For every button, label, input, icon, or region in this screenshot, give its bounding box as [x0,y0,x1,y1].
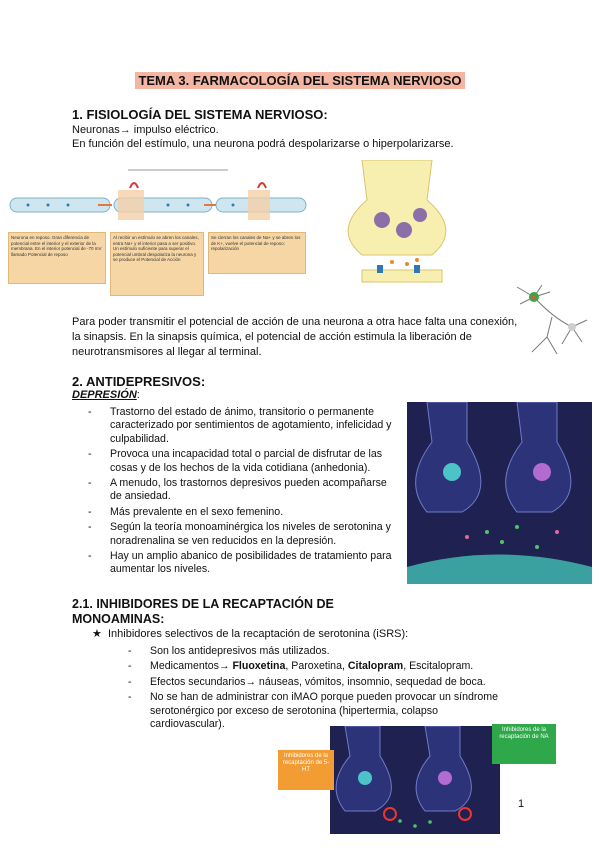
list-item: - Provoca una incapacidad total o parcial de disfrutar de las cosas y de los hechos de la vida cotidiana (anhedonia). [88,448,383,474]
callout-5ht-reuptake: Inhibidores de la recaptación de 5-HT [278,750,334,790]
section2-heading: 2. ANTIDEPRESIVOS: [72,374,206,389]
list-item: - No se han de administrar con iMAO porque pueden provocar un síndrome serotonérgico por exceso de serotonina (hipertermia, colapso cardiovascular). [128,691,499,731]
reuptake-inhibitors-figure [270,718,560,838]
note-resting: Neurona en reposo. Gran diferencia de potencial entre el interior y el exterior de la membrana. En el interior potencial de -70 mV llamado Potencial de reposo [8,232,106,284]
list-item: - Según la teoría monoaminérgica los niveles de serotonina y noradrenalina se ven reducidos en la depresión. [88,521,391,547]
section1-line2: En función del estímulo, una neurona podrá despolarizarse o hiperpolarizarse. [72,138,454,150]
list-item: - A menudo, los trastornos depresivos pueden acompañarse de ansiedad. [88,477,387,503]
section1-heading: 1. FISIOLOGÍA DEL SISTEMA NERVIOSO: [72,107,328,122]
isrs-item [92,628,408,642]
star-icon: ★ [92,628,102,640]
list-item: - Más prevalente en el sexo femenino. [88,505,284,518]
isrs-label: Inhibidores selectivos de la recaptación de serotonina (iSRS): [108,628,409,640]
synapse-paragraph: Para poder transmitir el potencial de acción de una neurona a otra hace falta una conexión, la sinapsis. En la sinapsis química, el potencial de acción estimula la liberación de neurotransmisores al llegar al terminal. [72,316,518,358]
page-title [0,72,600,90]
synapse-art [407,402,592,584]
axon-diagram [8,160,308,230]
synapse-diagram [322,160,472,285]
depression-label: DEPRESIÓN [72,389,137,401]
action-potential-figure [8,160,308,300]
depression-list [88,406,396,579]
list-item: - Trastorno del estado de ánimo, transitorio o permanente caracterizado por sentimientos de agotamiento, infelicidad y culpabilidad. [88,406,392,445]
list-item: - Son los antidepresivos más utilizados. [128,645,330,657]
list-item: - Efectos secundarios→ náuseas, vómitos, insomnio, sequedad de boca. [128,675,486,688]
section21-heading-line2: MONOAMINAS: [72,612,165,626]
depression-subheading [72,389,140,401]
note-depolarization: Al recibir un estímulo se abren los canales, entra Na+ y el interior pasa a ser positivo. Un estímulo suficiente para superar el potencial umbral despolariza la neurona y se produce el Potencial de Acción [110,232,204,296]
list-item: - Hay un amplio abanico de posibilidades de tratamiento para aumentar los niveles. [88,550,392,576]
list-item: - Medicamentos→ Fluoxetina, Paroxetina, Citalopram, Escitalopram. [128,660,474,673]
section21-heading-line1: 2.1. INHIBIDORES DE LA RECAPTACIÓN DE [72,597,334,611]
callout-na-reuptake: Inhibidores de la recaptación de NA [492,724,556,764]
reuptake-synapse-panel [330,726,500,834]
monoamine-synapse-illustration [407,402,592,584]
note-repolarization: Se cierran los canales de Na+ y se abren los de K+, vuelve el potencial de reposo: repolarización [208,232,306,274]
page-number: 1 [518,798,525,810]
depression-colon: : [136,389,140,401]
section1-line1: Neuronas→ impulso eléctrico. [72,124,219,136]
title-text: TEMA 3. FARMACOLOGÍA DEL SISTEMA NERVIOSO [135,72,464,89]
